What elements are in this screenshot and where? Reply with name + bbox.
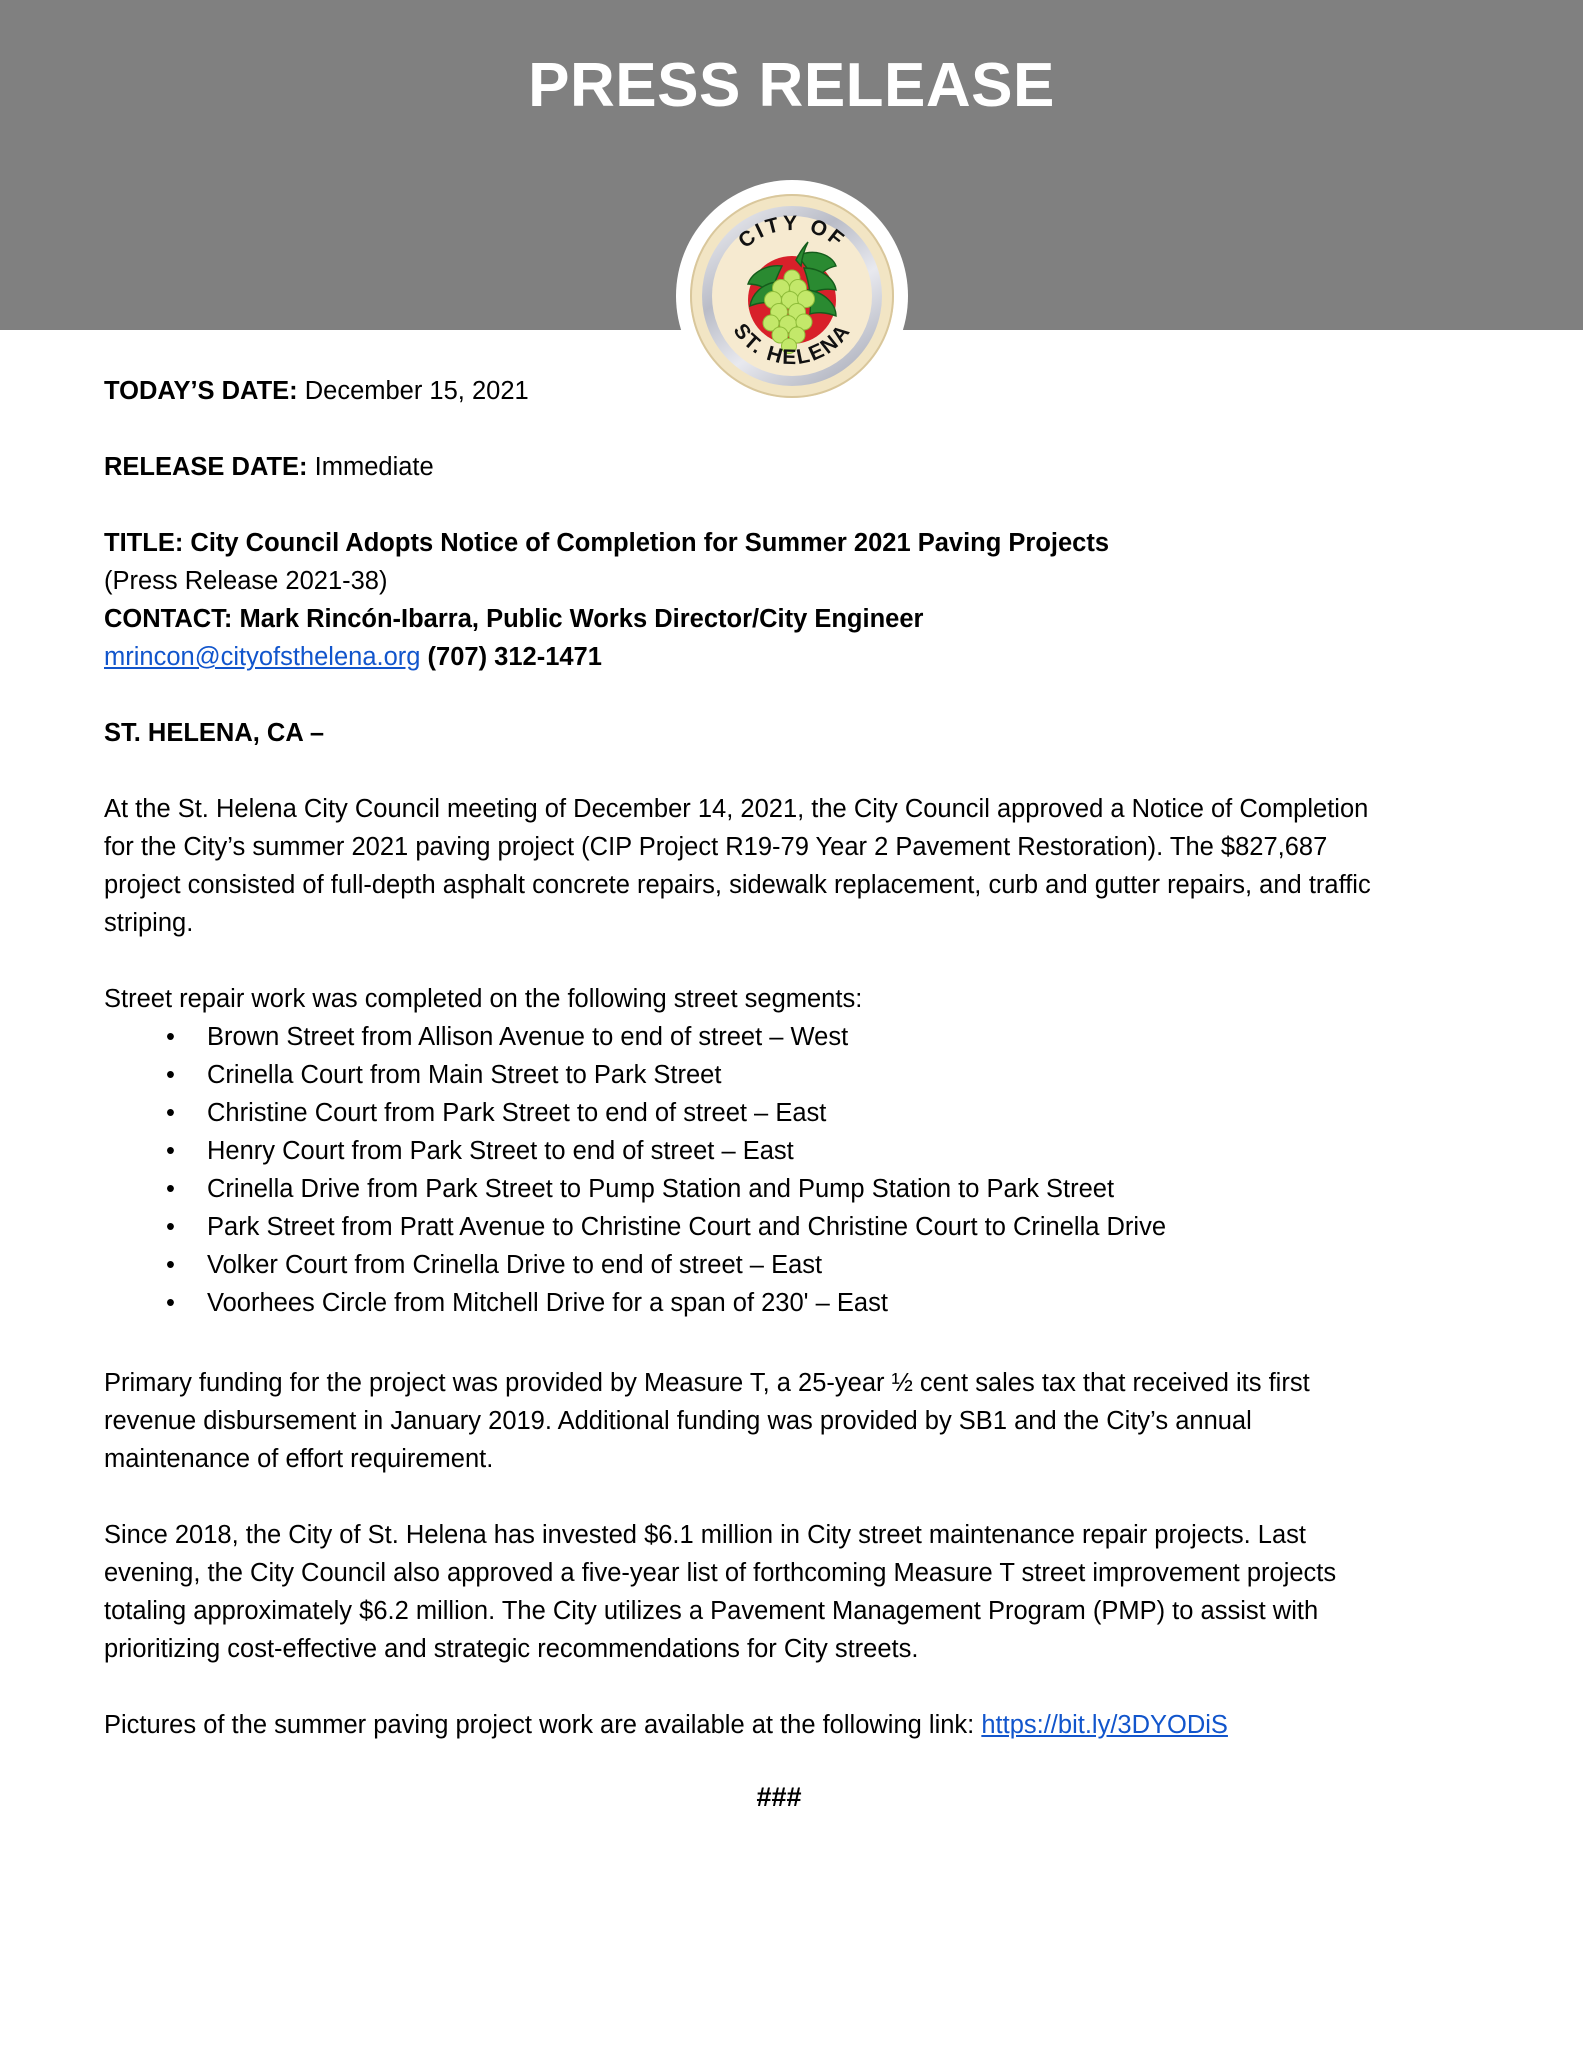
- list-item: [104, 1056, 1454, 1094]
- list-item: [104, 1018, 1454, 1056]
- spacer: [104, 676, 1454, 714]
- street-segments-list: [104, 1018, 1454, 1322]
- spacer: [104, 1322, 1454, 1364]
- todays-date-value: December 15, 2021: [297, 377, 529, 405]
- list-item: [104, 1208, 1454, 1246]
- contact-label: CONTACT:: [104, 605, 233, 633]
- bullet-icon: •: [166, 1061, 175, 1089]
- contact-value: Mark Rincón-Ibarra, Public Works Director/City Engineer: [232, 605, 924, 633]
- title-label: TITLE:: [104, 529, 184, 557]
- street-segment-label: Park Street from Pratt Avenue to Christine Court and Christine Court to Crinella Drive: [207, 1213, 1167, 1241]
- street-segment-label: Crinella Court from Main Street to Park Street: [207, 1061, 722, 1089]
- paragraph-investment: Since 2018, the City of St. Helena has invested $6.1 million in City street maintenance repair projects. Last evening, the City Council also approved a five-year list of forthcoming Measure T street improvement projects totaling approximately $6.2 million. The City utilizes a Pavement Management Program (PMP) to assist with prioritizing cost-effective and strategic recommendations for City streets.: [104, 1521, 1337, 1663]
- street-segment-label: Voorhees Circle from Mitchell Drive for a span of 230' – East: [207, 1289, 888, 1317]
- contact-email-link[interactable]: mrincon@cityofsthelena.org: [104, 643, 421, 671]
- contact-line: [104, 600, 1454, 638]
- city-seal-logo: [676, 180, 908, 412]
- street-segment-label: Crinella Drive from Park Street to Pump Station and Pump Station to Park Street: [207, 1175, 1115, 1203]
- release-date-value: Immediate: [307, 453, 434, 481]
- bullet-icon: •: [166, 1213, 175, 1241]
- paragraph-project-summary: At the St. Helena City Council meeting of December 14, 2021, the City Council approved a Notice of Completion for the City’s summer 2021 paving project (CIP Project R19-79 Year 2 Pavement Restoration). The $827,687 project consisted of full-depth asphalt concrete repairs, sidewalk replacement, curb and gutter repairs, and traffic striping.: [104, 795, 1371, 937]
- street-segment-label: Henry Court from Park Street to end of street – East: [207, 1137, 794, 1165]
- spacer: [104, 486, 1454, 524]
- street-list-intro: Street repair work was completed on the following street segments:: [104, 985, 863, 1013]
- street-segment-label: Volker Court from Crinella Drive to end of street – East: [207, 1251, 823, 1279]
- paragraph-funding: Primary funding for the project was provided by Measure T, a 25-year ½ cent sales tax that received its first revenue disbursement in January 2019. Additional funding was provided by SB1 and the City’s annual maintenance of effort requirement.: [104, 1369, 1310, 1473]
- list-item: [104, 1284, 1454, 1322]
- street-segment-label: Brown Street from Allison Avenue to end of street – West: [207, 1023, 849, 1051]
- bullet-icon: •: [166, 1023, 175, 1051]
- pictures-lead-text: Pictures of the summer paving project work are available at the following link:: [104, 1711, 982, 1739]
- contact-phone: (707) 312-1471: [420, 643, 602, 671]
- svg-text:ST. HELENA: ST. HELENA: [728, 319, 855, 370]
- bullet-icon: •: [166, 1251, 175, 1279]
- street-segment-label: Christine Court from Park Street to end of street – East: [207, 1099, 827, 1127]
- contact-email-line: [104, 638, 1454, 676]
- spacer: [104, 942, 1454, 980]
- end-of-release-mark: ###: [756, 1782, 802, 1812]
- bullet-icon: •: [166, 1175, 175, 1203]
- spacer: [104, 1668, 1454, 1706]
- press-release-number: (Press Release 2021-38): [104, 567, 388, 595]
- list-item: [104, 1132, 1454, 1170]
- svg-text:CITY OF: CITY OF: [733, 211, 850, 253]
- todays-date-label: TODAY’S DATE:: [104, 377, 298, 405]
- title-line: [104, 524, 1454, 562]
- document-column: [104, 330, 1454, 1744]
- bullet-icon: •: [166, 1099, 175, 1127]
- release-date-label: RELEASE DATE:: [104, 453, 308, 481]
- spacer: [104, 410, 1454, 448]
- pictures-bitly-link[interactable]: https://bit.ly/3DYODiS: [981, 1711, 1228, 1739]
- seal-lettering: [676, 180, 908, 412]
- spacer: [104, 752, 1454, 790]
- bullet-icon: •: [166, 1137, 175, 1165]
- list-item: [104, 1246, 1454, 1284]
- bullet-icon: •: [166, 1289, 175, 1317]
- list-item: [104, 1094, 1454, 1132]
- spacer: [0, 1744, 1583, 1782]
- title-value: City Council Adopts Notice of Completion for Summer 2021 Paving Projects: [183, 529, 1110, 557]
- release-date-line: [104, 448, 1454, 486]
- dateline: ST. HELENA, CA –: [104, 719, 325, 747]
- list-item: [104, 1170, 1454, 1208]
- spacer: [104, 1478, 1454, 1516]
- press-release-document: [0, 330, 1583, 1813]
- paragraph-pictures-link: [104, 1706, 1404, 1744]
- page-title: PRESS RELEASE: [528, 51, 1055, 120]
